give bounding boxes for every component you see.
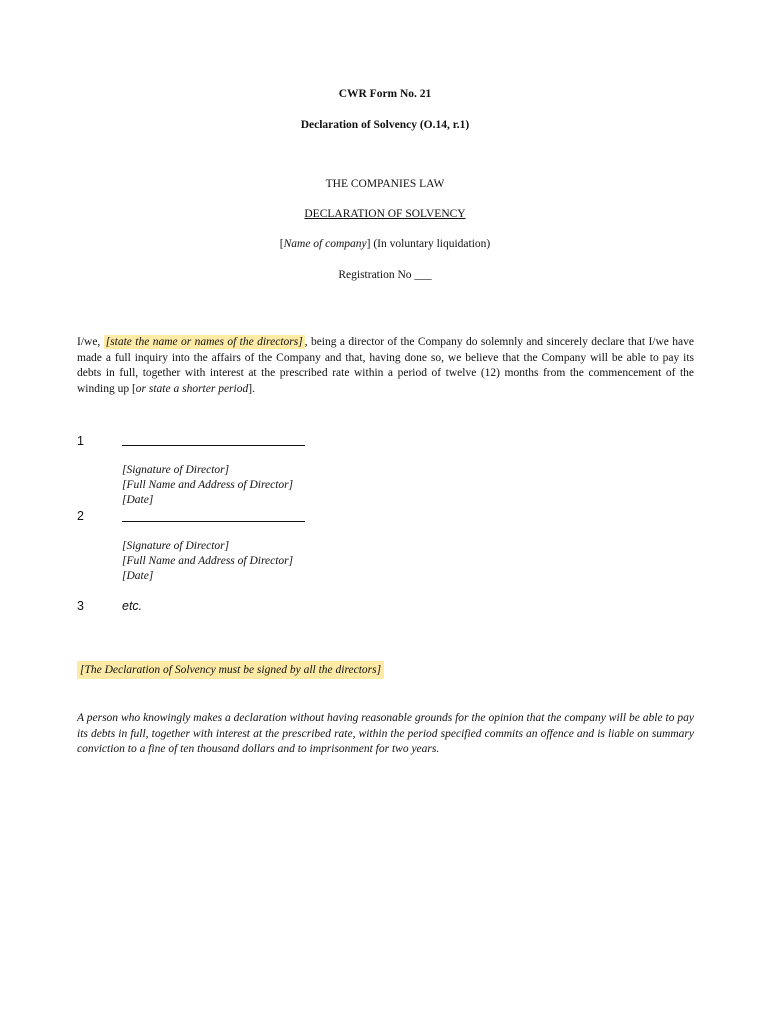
document-heading: DECLARATION OF SOLVENCY [304,208,466,220]
signature-line-1[interactable] [122,445,305,446]
signature-number-2: 2 [77,509,84,523]
declaration-suffix: ]. [248,382,255,395]
declaration-body: , being a director of the Company do solemnly and sincerely declare that I/we have made a full inquiry into the affairs of the Company and that, having done so, we believe that the Company will be able to pay its debts in full, together with interest at the prescribed rate within a period of twelve (12) months from the commencement of the winding up [ [77,336,695,395]
date-label: [Date] [122,494,154,507]
company-name-placeholder: Name of company [283,238,367,250]
form-number: CWR Form No. 21 [338,88,432,100]
date-label: [Date] [122,570,154,583]
signature-label: [Signature of Director] [122,540,230,552]
signature-label: [Signature of Director] [122,464,230,476]
name-address-label: [Full Name and Address of Director] [122,555,294,568]
signature-block-1 [122,463,293,509]
law-title: THE COMPANIES LAW [325,178,445,190]
offence-warning: A person who knowingly makes a declaration without having reasonable grounds for the opinion that the company will be able to pay its debts in full, together with interest at the prescribed rate, within the period specified commits an offence and is liable on summary conviction to a fine of ten thousand dollars and to imprisonment for two years. [77,712,694,755]
form-subtitle: Declaration of Solvency (O.14, r.1) [300,119,470,131]
signature-number-3: 3 [77,599,84,613]
directors-name-placeholder[interactable]: [state the name or names of the directors] [105,336,303,348]
company-liquidation-text: ] (In voluntary liquidation) [366,238,491,250]
shorter-period-placeholder: or state a shorter period [135,382,249,395]
signature-number-1: 1 [77,434,84,448]
signature-line-2[interactable] [122,521,305,522]
company-open-bracket: [ [279,238,284,250]
declaration-paragraph [77,335,694,397]
etc-text: etc. [122,599,143,613]
name-address-label: [Full Name and Address of Director] [122,479,294,492]
signing-note-text: [The Declaration of Solvency must be signed by all the directors] [77,661,384,679]
registration-number: Registration No ___ [338,269,432,281]
signature-block-2 [122,539,293,585]
signing-note [77,664,384,676]
declaration-prefix: I/we, [77,336,104,348]
company-line [0,238,770,250]
